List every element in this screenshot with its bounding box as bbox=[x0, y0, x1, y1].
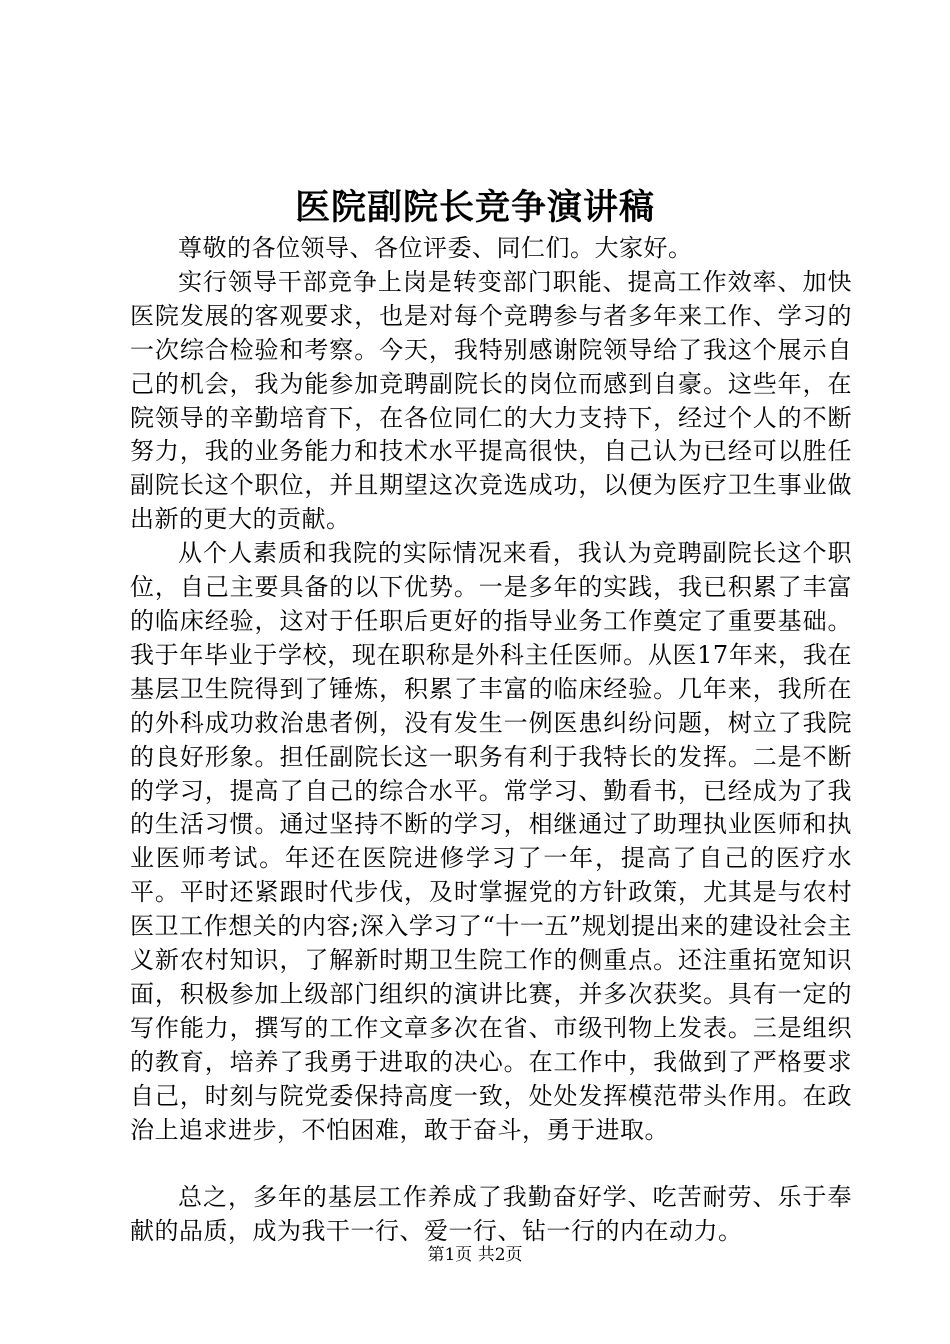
page-number-footer: 第1页 共2页 bbox=[427, 1245, 523, 1265]
paragraph-introduction: 实行领导干部竞争上岗是转变部门职能、提高工作效率、加快医院发展的客观要求，也是对每个竞聘参与者多年来工作、学习的一次综合检验和考察。今天，我特别感谢院领导给了我这个展示自己的机会，我为能参加竞聘副院长的岗位而感到自豪。这些年，在院领导的辛勤培育下，在各位同仁的大力支持下，经过个人的不断努力，我的业务能力和技术水平提高很快，自己认为已经可以胜任副院长这个职位，并且期望这次竞选成功，以便为医疗卫生事业做出新的更大的贡献。 bbox=[130, 267, 852, 534]
document-body bbox=[130, 232, 852, 1249]
paragraph-summary: 总之，多年的基层工作养成了我勤奋好学、吃苦耐劳、乐于奉献的品质，成为我干一行、爱一行、钻一行的内在动力。 bbox=[130, 1183, 852, 1246]
document-title: 医院副院长竞争演讲稿 bbox=[294, 187, 655, 228]
paragraph-greeting: 尊敬的各位领导、各位评委、同仁们。大家好。 bbox=[178, 234, 693, 262]
paragraph-strengths: 从个人素质和我院的实际情况来看，我认为竞聘副院长这个职位，自己主要具备的以下优势。一是多年的实践，我已积累了丰富的临床经验，这对于任职后更好的指导业务工作奠定了重要基础。我于年毕业于学校，现在职称是外科主任医师。从医17年来，我在基层卫生院得到了锤炼，积累了丰富的临床经验。几年来，我所在的外科成功救治患者例，没有发生一例医患纠纷问题，树立了我院的良好形象。担任副院长这一职务有利于我特长的发挥。二是不断的学习，提高了自己的综合水平。常学习、勤看书，已经成为了我的生活习惯。通过坚持不断的学习，相继通过了助理执业医师和执业医师考试。年还在医院进修学习了一年，提高了自己的医疗水平。平时还紧跟时代步伐，及时掌握党的方针政策，尤其是与农村医卫工作想关的内容;深入学习了“十一五”规划提出来的建设社会主义新农村知识，了解新时期卫生院工作的侧重点。还注重拓宽知识面，积极参加上级部门组织的演讲比赛，并多次获奖。具有一定的写作能力，撰写的工作文章多次在省、市级刊物上发表。三是组织的教育，培养了我勇于进取的决心。在工作中，我做到了严格要求自己，时刻与院党委保持高度一致，处处发挥模范带头作用。在政治上追求进步，不怕困难，敢于奋斗，勇于进取。 bbox=[130, 539, 852, 1144]
